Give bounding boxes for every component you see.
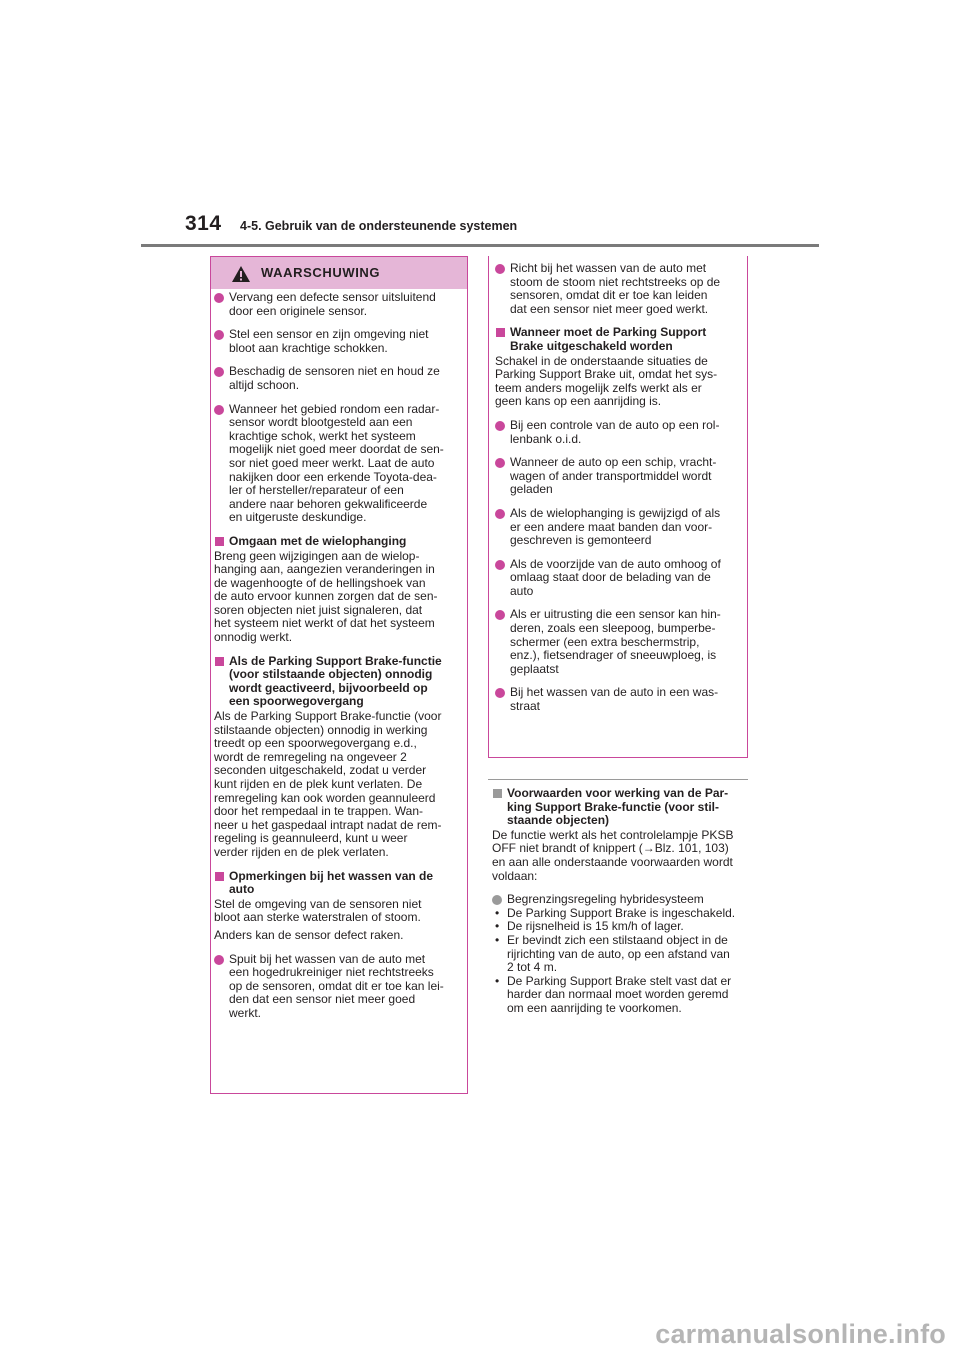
washing-bullet: Spuit bij het wassen van de auto met een hogedrukreiniger niet rechtstreeks op de sensoren, omdat dit er toe kan lei- den dat een sensor niet meer goed werkt.: [214, 953, 464, 1021]
conditions-rule: [488, 779, 748, 780]
warning-bullet: Beschadig de sensoren niet en houd ze altijd schoon.: [214, 365, 464, 392]
washing-text: Stel de omgeving van de sensoren niet bloot aan sterke waterstralen of stoom.: [214, 896, 422, 925]
wheel-heading: Omgaan met de wielophanging: [214, 535, 464, 549]
warning-bullet: Stel een sensor en zijn omgeving niet bloot aan krachtige schokken.: [214, 328, 464, 355]
section-header: 4-5. Gebruik van de ondersteunende systemen: [240, 219, 518, 233]
disable-text: Schakel in de onderstaande situaties de Parking Support Brake uit, omdat het sys- teem anders mogelijk zelfs werkt als er geen kans op een aanrijding is.: [495, 353, 718, 409]
conditions-bullet: Begrenzingsregeling hybridesysteem: [492, 893, 748, 907]
railway-text: Als de Parking Support Brake-functie (voor stilstaande objecten) onnodig in werking treedt op een spoorwegovergang e.d., wordt de remregeling na ongeveer 2 seconden uitgeschakeld, zodat u verder kunt rijden en de plek kunt verlaten. De remregeling kan ook worden geannuleerd door het rempedaal in te trappen. Wan- neer u het gaspedaal intrapt nadat de rem- regeling is geannuleerd, kunt u weer verder rijden en de plek verlaten.: [214, 709, 442, 859]
disable-bullet: Als er uitrusting die een sensor kan hin- deren, zoals een sleepoog, bumperbe- schermer (een extra beschermstrip, enz.), fietsendrager of sneeuwploeg, is geplaatst: [495, 608, 745, 676]
disable-bullet: Als de voorzijde van de auto omhoog of omlaag staat door de belading van de auto: [495, 558, 745, 599]
warning-title-bar: [211, 257, 467, 289]
condition-item: • Er bevindt zich een stilstaand object in de rijrichting van de auto, op een afstand van 2 tot 4 m.: [492, 934, 748, 975]
disable-bullet: Wanneer de auto op een schip, vracht- wagen of ander transportmiddel wordt geladen: [495, 456, 745, 497]
steam-bullet: Richt bij het wassen van de auto met stoom de stoom niet rechtstreeks op de sensoren, omdat dit er toe kan leiden dat een sensor niet meer goed werkt.: [495, 262, 745, 316]
wheel-text: Breng geen wijzigingen aan de wielop- hanging aan, aangezien veranderingen in de wagenhoogte of de hellingshoek van de auto ervoor kunnen zorgen dat de sen- soren objecten niet juist signaleren, dat het systeem niet werkt of dat het systeem onnodig werkt.: [214, 548, 438, 645]
condition-item: • De Parking Support Brake stelt vast dat er harder dan normaal moet worden geremd om een aanrijding te voorkomen.: [492, 975, 748, 1016]
condition-item: • De Parking Support Brake is ingeschakeld.: [492, 907, 748, 921]
railway-heading: Als de Parking Support Brake-functie (voor stilstaande objecten) onnodig wordt geactiveerd, bijvoorbeeld op een spoorwegovergang: [214, 655, 464, 709]
right-warning-column: [495, 262, 745, 724]
disable-heading: Wanneer moet de Parking Support Brake uitgeschakeld worden: [495, 326, 745, 353]
left-column: [214, 291, 464, 1031]
warning-triangle-icon: [231, 265, 251, 283]
warning-title: WAARSCHUWING: [261, 265, 381, 280]
conditions-text: De functie werkt als het controlelampje PKSB OFF niet brandt of knippert (→Blz. 101, 103) en aan alle onderstaande voorwaarden wordt voldaan:: [492, 827, 734, 883]
disable-bullet: Bij een controle van de auto op een rol- lenbank o.i.d.: [495, 419, 745, 446]
washing-heading: Opmerkingen bij het wassen van de auto: [214, 870, 464, 897]
conditions-heading: Voorwaarden voor werking van de Par- king Support Brake-functie (voor stil- staande objecten): [492, 787, 748, 828]
page-number: 314: [185, 212, 222, 235]
watermark: carmanualsonline.info: [655, 1319, 946, 1349]
warning-bullet: Vervang een defecte sensor uitsluitend door een originele sensor.: [214, 291, 464, 318]
condition-item: • De rijsnelheid is 15 km/h of lager.: [492, 920, 748, 934]
header-rule: [141, 244, 819, 247]
disable-bullet: Als de wielophanging is gewijzigd of als er een andere maat banden dan voor- geschreven is gemonteerd: [495, 507, 745, 548]
disable-bullet: Bij het wassen van de auto in een was- straat: [495, 686, 745, 713]
washing-text-defect: Anders kan de sensor defect raken.: [214, 927, 404, 942]
warning-bullet: Wanneer het gebied rondom een radar- sensor wordt blootgesteld aan een krachtige schok, werkt het systeem mogelijk niet goed meer doordat de sen- sor niet goed meer werkt. Laat de auto nakijken door een erkende Toyota-dea- ler of hersteller/reparateur of een andere naar behoren gekwalificeerde en uitgeruste deskundige.: [214, 403, 464, 525]
conditions-column: [492, 787, 748, 1016]
